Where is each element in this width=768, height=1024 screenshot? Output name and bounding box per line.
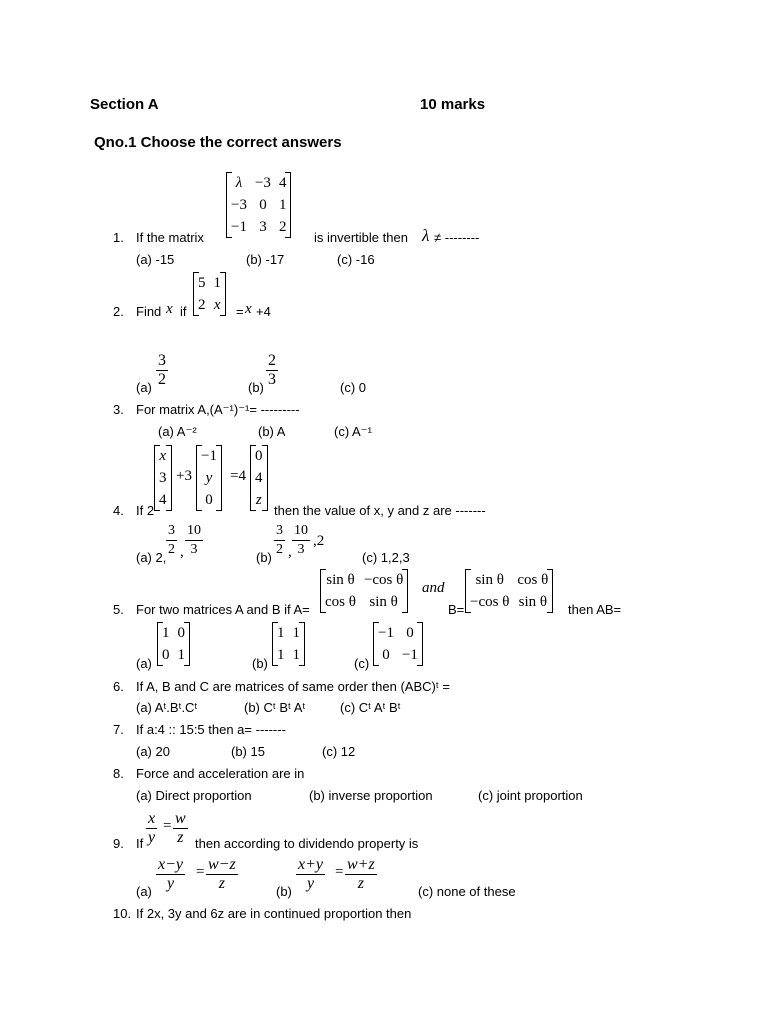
q1-matrix-cell: −3 bbox=[231, 197, 247, 213]
q5-option-c-matrix bbox=[373, 622, 423, 666]
q4-matrix-1-cell: 4 bbox=[159, 492, 167, 508]
q2-number: 2. bbox=[113, 304, 124, 319]
q1-option-b: (b) -17 bbox=[246, 252, 285, 267]
q9-pre: If bbox=[136, 836, 144, 851]
q5-option-c-matrix-cell: −1 bbox=[401, 647, 418, 663]
q2-x2: x bbox=[245, 301, 252, 317]
q5-option-b-matrix bbox=[272, 622, 305, 666]
q5-option-a-matrix-cell: 1 bbox=[177, 647, 185, 663]
q5-option-c-matrix-cell: −1 bbox=[378, 625, 394, 641]
q5-matrix-b-cell: sin θ bbox=[475, 572, 504, 588]
q1-lambda: λ bbox=[422, 226, 430, 245]
q4-option-a: (a) 2, bbox=[136, 550, 167, 565]
q5-option-a-matrix-cell: 0 bbox=[162, 647, 170, 663]
q5-pre: For two matrices A and B if A= bbox=[136, 602, 310, 617]
q4-number: 4. bbox=[113, 503, 124, 518]
q2-option-c: (c) 0 bbox=[340, 380, 366, 395]
q1-matrix-cell: −1 bbox=[231, 219, 247, 235]
q1-matrix-cell: λ bbox=[235, 175, 243, 191]
q5-number: 5. bbox=[113, 602, 124, 617]
section-marks: 10 marks bbox=[420, 96, 486, 113]
q4-matrix-2-cell: 0 bbox=[205, 492, 213, 508]
q5-matrix-a-cell: sin θ bbox=[369, 594, 398, 610]
q4-matrix-3-cell: 0 bbox=[255, 448, 263, 464]
q2-option-a: (a) bbox=[136, 380, 152, 395]
q1-matrix-cell: 3 bbox=[259, 219, 267, 235]
q4-pre: If 2 bbox=[136, 503, 155, 518]
q7-option-b: (b) 15 bbox=[231, 744, 265, 759]
q8-text: Force and acceleration are in bbox=[136, 766, 305, 781]
q5-matrix-a-cell: −cos θ bbox=[363, 572, 404, 588]
q5-matrix-b-cell: sin θ bbox=[518, 594, 548, 610]
q2-option-b: (b) bbox=[248, 380, 264, 395]
q6-number: 6. bbox=[113, 679, 124, 694]
q1-matrix-cell: 2 bbox=[278, 219, 287, 235]
q9-a-rhs: $\frac{w-z}{z}$ bbox=[208, 856, 236, 892]
q4-matrix-3 bbox=[250, 445, 268, 511]
q1-number: 1. bbox=[113, 230, 124, 245]
q7-number: 7. bbox=[113, 722, 124, 737]
q4-a-comma: , bbox=[180, 544, 184, 560]
q3-option-b: (b) A bbox=[258, 424, 286, 439]
q5-post: then AB= bbox=[568, 602, 622, 617]
q9-a-lhs: $\frac{x-y}{y}$ bbox=[158, 856, 183, 892]
q4-plus3: +3 bbox=[176, 468, 192, 484]
q2-eq: = bbox=[236, 304, 244, 319]
q2-matrix-cell: 5 bbox=[198, 275, 206, 291]
q9-post: then according to dividendo property is bbox=[195, 836, 419, 851]
q9-option-a: (a) bbox=[136, 884, 152, 899]
q2-x: x bbox=[166, 301, 173, 317]
q1-matrix-cell: 4 bbox=[278, 175, 287, 191]
q4-post: then the value of x, y and z are ------- bbox=[274, 503, 486, 518]
q4-matrix-1 bbox=[154, 445, 172, 511]
q10-number: 10. bbox=[113, 906, 132, 921]
q4-matrix-2-cell: −1 bbox=[201, 448, 217, 464]
q2-if: if bbox=[180, 304, 187, 319]
q4-b-tail: ,2 bbox=[313, 533, 325, 549]
q1-matrix bbox=[226, 172, 291, 238]
q2-matrix-cell: x bbox=[213, 297, 221, 313]
q1-matrix-cell: 1 bbox=[278, 197, 287, 213]
q4-matrix-2-cell: y bbox=[205, 470, 213, 486]
q5-option-a-matrix-cell: 0 bbox=[177, 625, 185, 641]
q9-b-eq: = bbox=[335, 864, 344, 880]
q2-b-fraction: $\frac{2}{3}$ bbox=[268, 352, 276, 388]
q2-a-fraction: $\frac{3}{2}$ bbox=[158, 352, 166, 388]
q8-number: 8. bbox=[113, 766, 124, 781]
q4-eq4: =4 bbox=[230, 468, 246, 484]
q9-option-c: (c) none of these bbox=[418, 884, 516, 899]
q3-text: For matrix A,(A⁻¹)⁻¹= --------- bbox=[136, 402, 300, 417]
q1-tail: ≠ -------- bbox=[434, 230, 480, 245]
q1-post: is invertible then bbox=[314, 230, 408, 245]
q5-option-c-matrix-cell: 0 bbox=[382, 647, 390, 663]
q1-matrix-cell: −3 bbox=[254, 175, 271, 191]
q5-option-b: (b) bbox=[252, 656, 268, 671]
q5-matrix-b-cell: −cos θ bbox=[470, 594, 510, 610]
q5-matrix-b-cell: cos θ bbox=[517, 572, 549, 588]
q5-option-b-matrix-cell: 1 bbox=[292, 647, 300, 663]
q5-option-b-matrix-cell: 1 bbox=[277, 647, 285, 663]
q7-option-a: (a) 20 bbox=[136, 744, 170, 759]
q9-eq: = bbox=[163, 818, 172, 834]
q8-option-b: (b) inverse proportion bbox=[309, 788, 433, 803]
q5-matrix-a-cell: sin θ bbox=[326, 572, 355, 588]
q5-matrix-a-cell: cos θ bbox=[325, 594, 356, 610]
q5-matrix-a bbox=[320, 569, 408, 613]
q3-option-c: (c) A⁻¹ bbox=[334, 424, 372, 439]
q1-option-c: (c) -16 bbox=[337, 252, 375, 267]
q2-plus: +4 bbox=[256, 304, 271, 319]
q4-matrix-3-cell: 4 bbox=[255, 470, 263, 486]
q9-b-lhs: $\frac{x+y}{y}$ bbox=[298, 856, 323, 892]
q3-option-a: (a) A⁻² bbox=[158, 424, 197, 439]
q6-option-a: (a) Aᵗ.Bᵗ.Cᵗ bbox=[136, 700, 198, 715]
q4-a-frac-1: $\frac{3}{2}$ bbox=[168, 523, 175, 557]
q6-text: If A, B and C are matrices of same order then (ABC)ᵗ = bbox=[136, 679, 450, 694]
q4-b-comma: , bbox=[288, 544, 292, 560]
q5-option-a: (a) bbox=[136, 656, 152, 671]
q1-matrix-cell: 0 bbox=[259, 197, 267, 213]
q6-option-b: (b) Cᵗ Bᵗ Aᵗ bbox=[244, 700, 306, 715]
q5-option-a-matrix-cell: 1 bbox=[162, 625, 170, 641]
q4-b-frac-2: $\frac{10}{3}$ bbox=[294, 523, 308, 557]
q4-matrix-1-cell: 3 bbox=[159, 470, 167, 486]
q2-matrix-cell: 1 bbox=[213, 275, 221, 291]
q4-option-b: (b) bbox=[256, 550, 272, 565]
q6-option-c: (c) Cᵗ Aᵗ Bᵗ bbox=[340, 700, 401, 715]
q2-pre: Find bbox=[136, 304, 162, 319]
q5-matrix-b bbox=[465, 569, 553, 613]
q1-pre: If the matrix bbox=[136, 230, 204, 245]
q5-b-label: B= bbox=[448, 602, 465, 617]
q2-matrix-cell: 2 bbox=[198, 297, 206, 313]
q4-a-frac-2: $\frac{10}{3}$ bbox=[187, 523, 201, 557]
q10-text: If 2x, 3y and 6z are in continued proportion then bbox=[136, 906, 412, 921]
section-title: Section A bbox=[90, 96, 159, 113]
q5-option-c-matrix-cell: 0 bbox=[406, 625, 414, 641]
q4-b-frac-1: $\frac{3}{2}$ bbox=[276, 523, 283, 557]
q8-option-a: (a) Direct proportion bbox=[136, 788, 252, 803]
q5-option-c: (c) bbox=[354, 656, 370, 671]
question-heading: Qno.1 Choose the correct answers bbox=[94, 134, 342, 151]
q9-lhs-fraction: $\frac{x}{y}$ bbox=[148, 810, 156, 846]
q7-text: If a:4 :: 15:5 then a= ------- bbox=[136, 722, 286, 737]
q8-option-c: (c) joint proportion bbox=[478, 788, 583, 803]
q4-matrix-2 bbox=[196, 445, 222, 511]
q5-and: and bbox=[422, 580, 445, 596]
q4-matrix-3-cell: z bbox=[255, 492, 262, 508]
q9-b-rhs: $\frac{w+z}{z}$ bbox=[347, 856, 375, 892]
q4-option-c: (c) 1,2,3 bbox=[362, 550, 410, 565]
q4-matrix-1-cell: x bbox=[159, 448, 167, 464]
q5-option-b-matrix-cell: 1 bbox=[277, 625, 285, 641]
q9-rhs-fraction: $\frac{w}{z}$ bbox=[175, 810, 186, 846]
q7-option-c: (c) 12 bbox=[322, 744, 356, 759]
q3-number: 3. bbox=[113, 402, 124, 417]
q1-option-a: (a) -15 bbox=[136, 252, 175, 267]
q5-option-b-matrix-cell: 1 bbox=[292, 625, 300, 641]
q5-option-a-matrix bbox=[157, 622, 190, 666]
q9-number: 9. bbox=[113, 836, 124, 851]
q9-a-eq: = bbox=[196, 864, 205, 880]
q9-option-b: (b) bbox=[276, 884, 292, 899]
q2-matrix bbox=[193, 272, 226, 316]
